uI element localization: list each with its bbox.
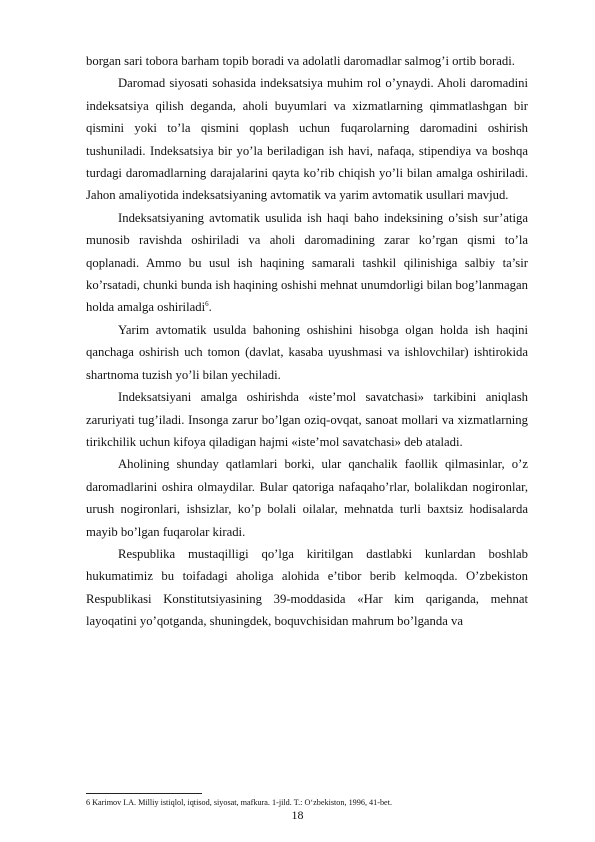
paragraph-vulnerable-groups: Aholining shunday qatlamlari borki, ular qanchalik faollik qilmasinlar, o’z daromadlarini oshira olmaydilar. Bular qatoriga nafaqaho’rlar, bolalikdan nogironlar, urush nogironlari, ishsizlar, ko’p bolali oilalar, mehnatda turli baxtsiz hodisalarda mayib bo’lgan fuqarolar kiradi.	[86, 457, 528, 539]
paragraph-consumer-basket: Indeksatsiyani amalga oshirishda «iste’mol savatchasi» tarkibini aniqlash zaruriyati tug’iladi. Insonga zarur bo’lgan oziq-ovqat, sanoat mollari va xizmatlarning tirikchilik uchun kifoya qiladigan hajmi «iste’mol savatchasi» deb ataladi.	[86, 390, 528, 449]
page-number: 18	[291, 808, 304, 822]
footnote-text: 6 Karimov I.A. Milliy istiqlol, iqtisod, siyosat, mafkura. 1-jild. T.: O‘zbekiston, 1996, 41-bet.	[86, 798, 393, 807]
paragraph-automatic-method-text: Indeksatsiyaning avtomatik usulida ish haqi baho indeksining o’sish sur’atiga munosib ravishda oshiriladi va aholi daromadining zarar ko’rgan qismi to’la qoplanadi. Ammo bu usul ish haqining samarali tashkil qilinishiga salbiy ta’sir ko’rsatadi, chunki bunda ish haqining oshishi mehnat unumdorligi bilan bog’lanmagan holda amalga oshiriladi	[86, 210, 528, 315]
paragraph-semi-automatic-method: Yarim avtomatik usulda bahoning oshishini hisobga olgan holda ish haqini qanchaga oshirish uch tomon (davlat, kasaba uyushmasi va ishlovchilar) ishtirokida shartnoma tuzish yo’li bilan yechiladi.	[86, 322, 528, 382]
footnote-reference: 6	[205, 300, 209, 309]
page-body	[86, 50, 528, 633]
paragraph-automatic-method	[86, 207, 528, 319]
paragraph-automatic-method-end: .	[208, 300, 212, 315]
footnote-divider	[86, 793, 202, 794]
paragraph-constitution: Respublika mustaqilligi qo’lga kiritilgan dastlabki kunlardan boshlab hukumatimiz bu toifadagi aholiga alohida e’tibor berib kelmoqda. O’zbekiston Respublikasi Konstitutsiyasining 39-moddasida «Har kim qariganda, mehnat layoqatini yo’qotganda, shuningdek, boquvchisidan mahrum bo’lganda va	[86, 546, 528, 629]
paragraph-indexation-intro: Daromad siyosati sohasida indeksatsiya muhim rol o’ynaydi. Aholi daromadini indeksatsiya qilish deganda, aholi buyumlari va xizmatlarning qimmatlashgan bir qismini yoki to’la qismini qoplash uchun fuqarolarning daromadini oshirish tushuniladi. Indeksatsiya bir yo’la beriladigan ish havi, nafaqa, stipendiya va boshqa turdagi daromadlarning darajalarini qayta ko’rib chiqish yo’li bilan amalga oshiriladi. Jahon amaliyotida indeksatsiyaning avtomatik va yarim avtomatik usullari mavjud.	[86, 76, 528, 203]
paragraph-continuation: borgan sari tobora barham topib boradi va adolatli daromadlar salmog’i ortib boradi.	[86, 54, 515, 68]
